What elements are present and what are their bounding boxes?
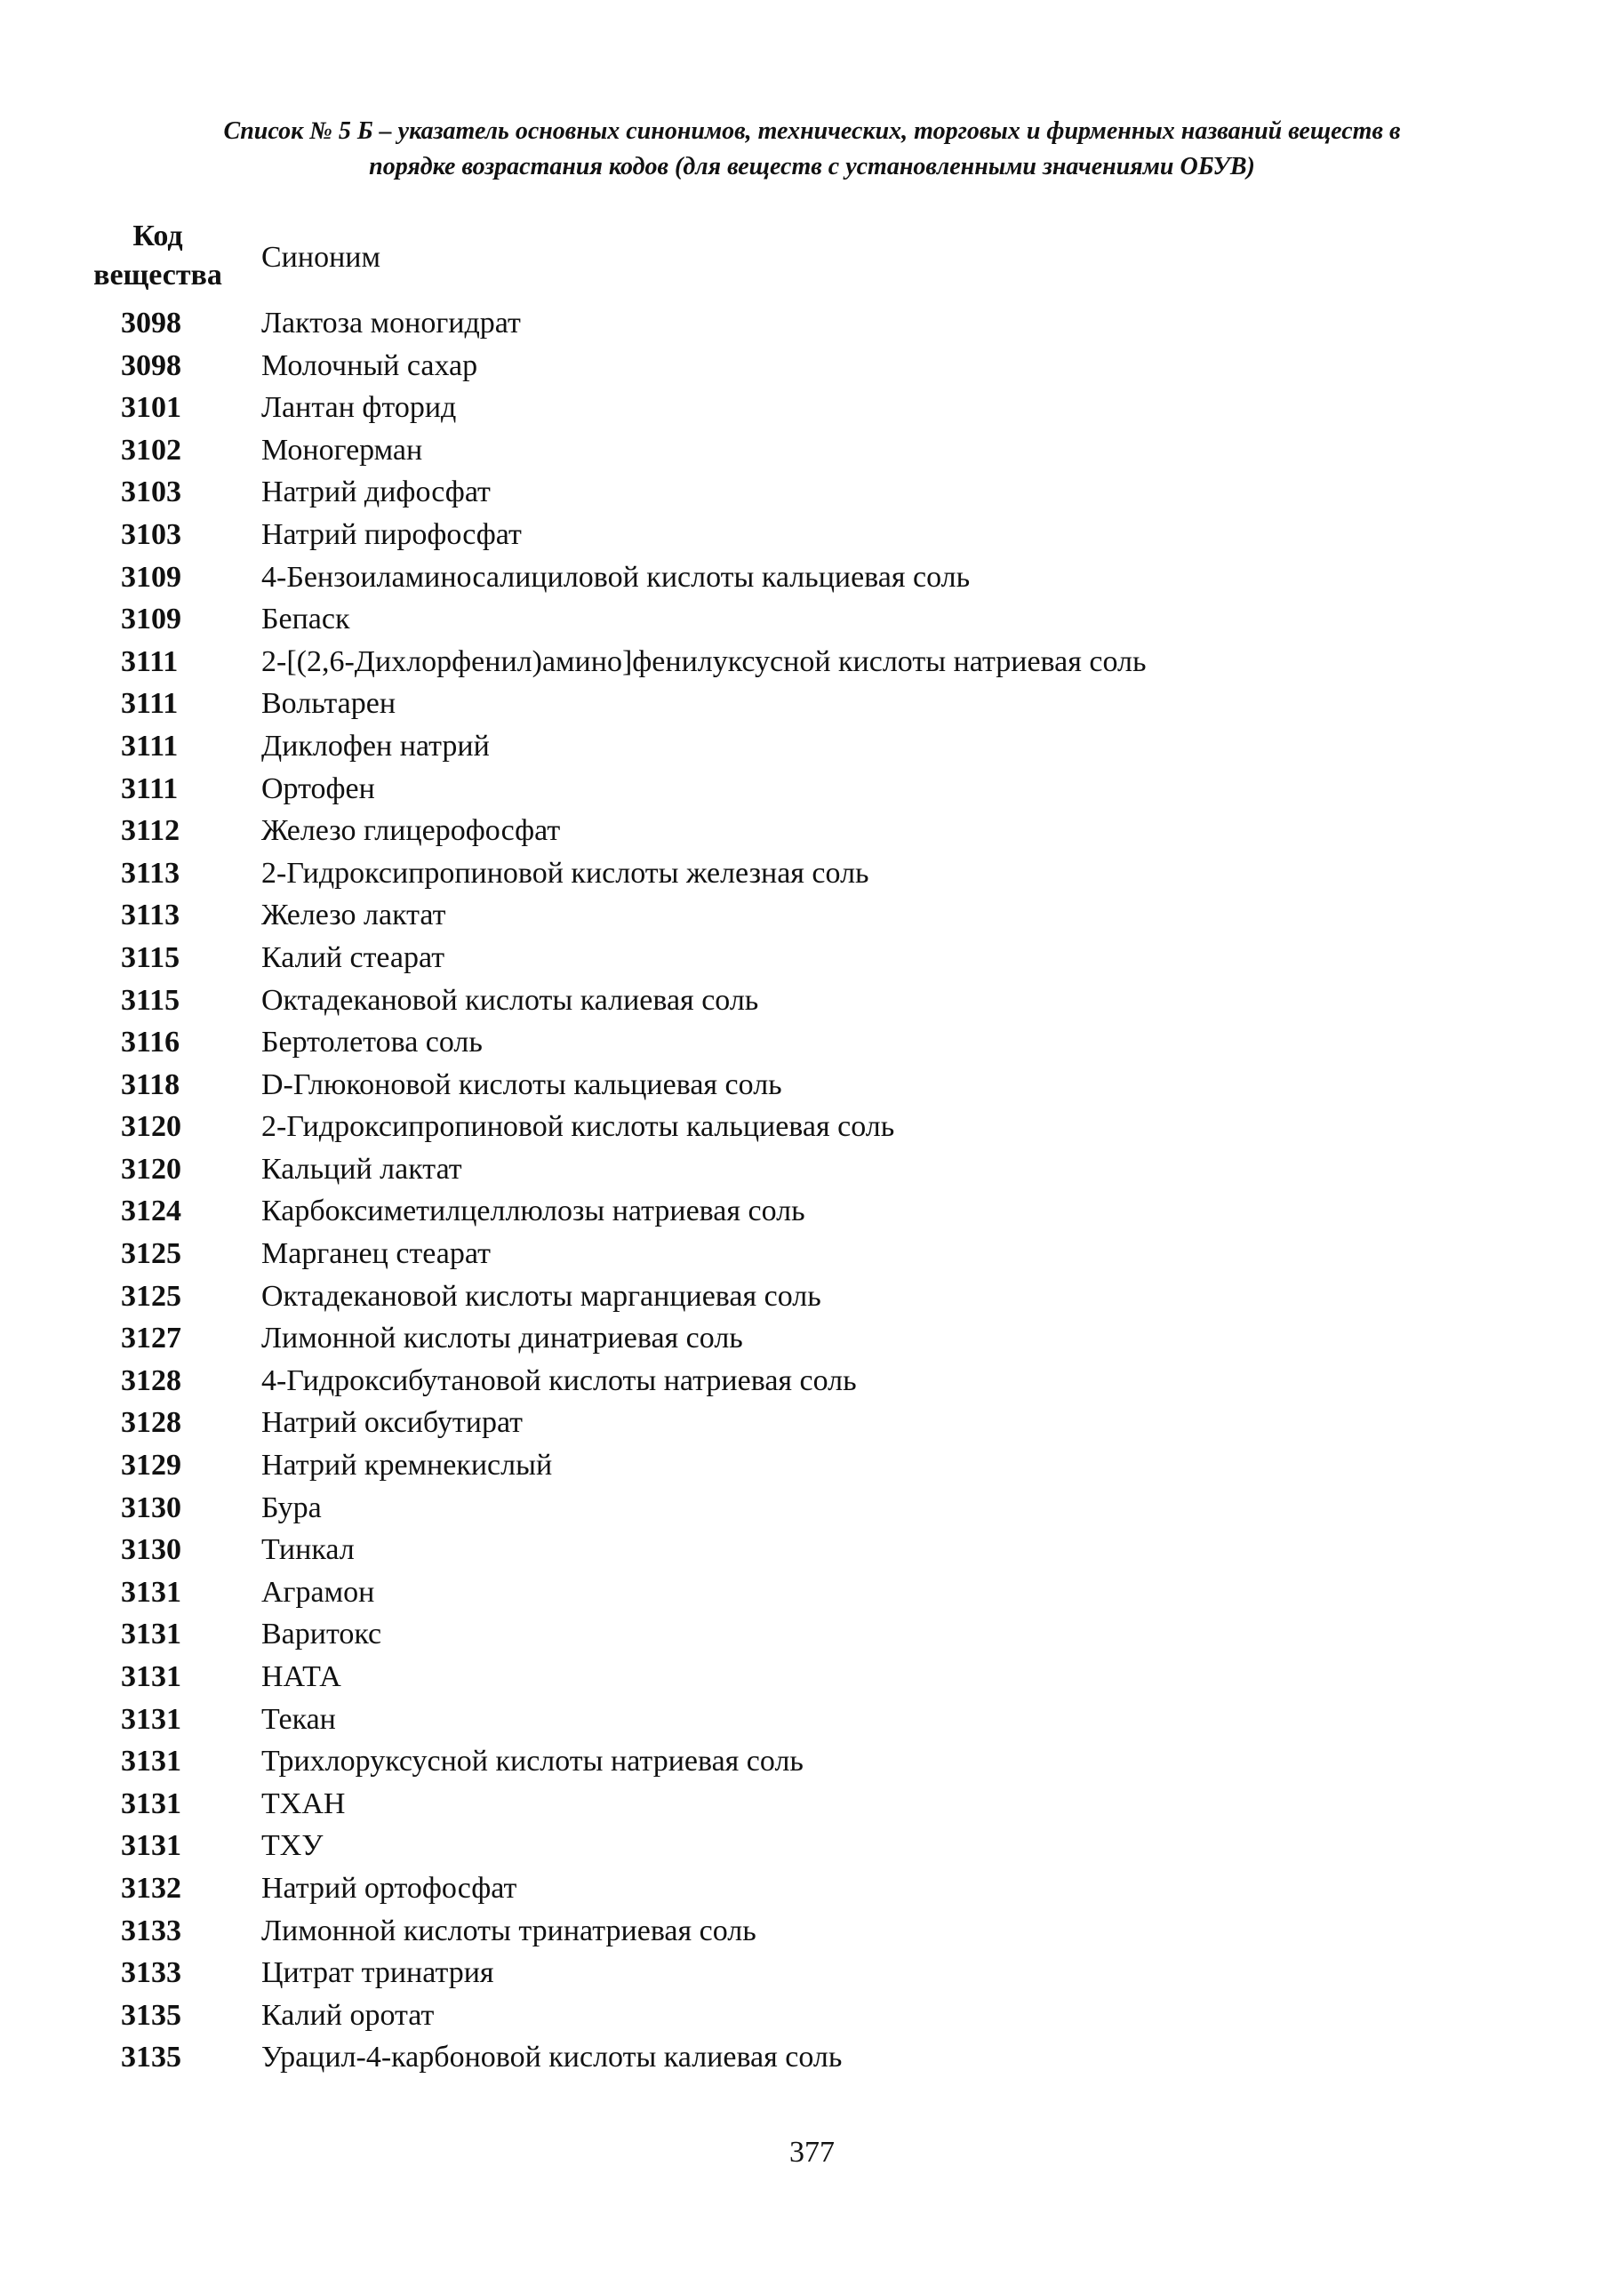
page-title-line-2: порядке возрастания кодов (для веществ с установленными значениями ОБУВ) bbox=[369, 153, 1255, 180]
synonym-text: Железо лактат bbox=[261, 899, 446, 932]
table-row bbox=[89, 1402, 1556, 1444]
substance-code: 3135 bbox=[121, 1998, 181, 2032]
synonym-text: НАТА bbox=[261, 1660, 341, 1693]
table-row bbox=[89, 683, 1556, 725]
table-row bbox=[89, 387, 1556, 429]
substance-code: 3111 bbox=[121, 771, 179, 805]
table-row bbox=[89, 1444, 1556, 1487]
table-row bbox=[89, 1783, 1556, 1826]
synonym-text: Железо глицерофосфат bbox=[261, 814, 561, 848]
substance-code: 3111 bbox=[121, 644, 179, 678]
substance-code: 3131 bbox=[121, 1745, 181, 1778]
page-title bbox=[0, 114, 1624, 185]
substance-code: 3098 bbox=[121, 348, 181, 382]
synonym-text: Натрий кремнекислый bbox=[261, 1449, 553, 1483]
substance-code: 3129 bbox=[121, 1449, 181, 1483]
synonym-text: Лимонной кислоты динатриевая соль bbox=[261, 1322, 743, 1355]
table-row bbox=[89, 725, 1556, 768]
synonym-text: Калий оротат bbox=[261, 1998, 435, 2032]
table-row bbox=[89, 1275, 1556, 1318]
substance-code: 3120 bbox=[121, 1152, 181, 1186]
synonym-text: Варитокс bbox=[261, 1618, 382, 1651]
table-row bbox=[89, 429, 1556, 472]
synonym-text: Карбоксиметилцеллюлозы натриевая соль bbox=[261, 1195, 805, 1228]
synonym-text: Урацил-4-карбоновой кислоты калиевая соль bbox=[261, 2041, 843, 2074]
synonym-text: Калий стеарат bbox=[261, 940, 445, 974]
page-title-line-1: Список № 5 Б – указатель основных синонимов, технических, торговых и фирменных названий веществ в bbox=[223, 117, 1401, 145]
substance-code: 3115 bbox=[121, 983, 180, 1017]
table-row bbox=[89, 1317, 1556, 1360]
synonym-text: Кальций лактат bbox=[261, 1152, 462, 1186]
substance-code: 3115 bbox=[121, 940, 180, 974]
substance-code: 3109 bbox=[121, 603, 181, 636]
substance-code: 3111 bbox=[121, 729, 179, 763]
synonym-text: Текан bbox=[261, 1702, 336, 1736]
table-row bbox=[89, 598, 1556, 641]
table-row bbox=[89, 2036, 1556, 2079]
substance-code: 3125 bbox=[121, 1279, 181, 1313]
table-row bbox=[89, 1064, 1556, 1107]
table-row bbox=[89, 979, 1556, 1022]
table-row bbox=[89, 1994, 1556, 2037]
synonym-text: Моногерман bbox=[261, 433, 423, 467]
substance-code: 3128 bbox=[121, 1363, 181, 1397]
table-row bbox=[89, 1613, 1556, 1656]
table-row bbox=[89, 1699, 1556, 1741]
column-header-code-line-1: Код bbox=[132, 220, 183, 252]
synonym-text: Ортофен bbox=[261, 771, 375, 805]
substance-code: 3120 bbox=[121, 1110, 181, 1144]
synonym-text: Натрий дифосфат bbox=[261, 476, 491, 509]
column-header-synonym: Синоним bbox=[261, 241, 380, 274]
table-row bbox=[89, 937, 1556, 979]
synonym-text: Марганец стеарат bbox=[261, 1237, 491, 1271]
table-row bbox=[89, 768, 1556, 811]
substance-code: 3131 bbox=[121, 1618, 181, 1651]
substance-code: 3113 bbox=[121, 856, 180, 890]
table-row bbox=[89, 810, 1556, 852]
substance-code: 3130 bbox=[121, 1491, 181, 1524]
substance-code: 3133 bbox=[121, 1956, 181, 1990]
substance-code: 3098 bbox=[121, 307, 181, 340]
page-number: 377 bbox=[789, 2136, 835, 2169]
table-row bbox=[89, 556, 1556, 599]
table-row bbox=[89, 302, 1556, 345]
synonym-text: Лактоза моногидрат bbox=[261, 307, 521, 340]
table-row bbox=[89, 1910, 1556, 1953]
table-header bbox=[89, 217, 1511, 306]
substance-code: 3112 bbox=[121, 814, 180, 848]
synonym-text: Цитрат тринатрия bbox=[261, 1956, 494, 1990]
table-row bbox=[89, 1487, 1556, 1530]
table-row bbox=[89, 1740, 1556, 1783]
substance-code: 3101 bbox=[121, 391, 181, 425]
table-row bbox=[89, 1148, 1556, 1191]
synonym-text: 2-[(2,6-Дихлорфенил)амино]фенилуксусной кислоты натриевая соль bbox=[261, 644, 1147, 678]
substance-code: 3127 bbox=[121, 1322, 181, 1355]
synonym-text: Бепаск bbox=[261, 603, 350, 636]
table-row bbox=[89, 641, 1556, 683]
table-row bbox=[89, 471, 1556, 514]
synonym-text: Натрий ортофосфат bbox=[261, 1871, 517, 1905]
synonym-text: 2-Гидроксипропиновой кислоты кальциевая соль bbox=[261, 1110, 895, 1144]
substance-code: 3118 bbox=[121, 1067, 180, 1101]
synonym-text: Тинкал bbox=[261, 1533, 355, 1567]
substance-code: 3133 bbox=[121, 1914, 181, 1947]
substance-code: 3135 bbox=[121, 2041, 181, 2074]
synonym-text: Молочный сахар bbox=[261, 348, 478, 382]
substance-code: 3131 bbox=[121, 1829, 181, 1863]
table-row bbox=[89, 1656, 1556, 1699]
substance-code: 3124 bbox=[121, 1195, 181, 1228]
table-row bbox=[89, 1571, 1556, 1614]
table-row bbox=[89, 894, 1556, 937]
synonym-text: 2-Гидроксипропиновой кислоты железная соль bbox=[261, 856, 869, 890]
substance-code: 3125 bbox=[121, 1237, 181, 1271]
table-row bbox=[89, 1021, 1556, 1064]
substance-code: 3131 bbox=[121, 1786, 181, 1820]
table-row bbox=[89, 1529, 1556, 1571]
substance-code: 3116 bbox=[121, 1026, 180, 1059]
table-row bbox=[89, 852, 1556, 895]
synonym-text: 4-Бензоиламиносалициловой кислоты кальциевая соль bbox=[261, 560, 971, 594]
synonym-table bbox=[89, 302, 1556, 2079]
substance-code: 3103 bbox=[121, 476, 181, 509]
table-row bbox=[89, 1825, 1556, 1867]
substance-code: 3113 bbox=[121, 899, 180, 932]
table-row bbox=[89, 1106, 1556, 1148]
table-row bbox=[89, 514, 1556, 556]
substance-code: 3131 bbox=[121, 1660, 181, 1693]
substance-code: 3102 bbox=[121, 433, 181, 467]
substance-code: 3128 bbox=[121, 1406, 181, 1440]
column-header-code bbox=[89, 217, 227, 295]
synonym-text: Диклофен натрий bbox=[261, 729, 490, 763]
table-row bbox=[89, 345, 1556, 388]
synonym-text: ТХАН bbox=[261, 1786, 346, 1820]
synonym-text: Октадекановой кислоты марганциевая соль bbox=[261, 1279, 821, 1313]
synonym-text: 4-Гидроксибутановой кислоты натриевая соль bbox=[261, 1363, 857, 1397]
table-row bbox=[89, 1867, 1556, 1910]
synonym-text: Бертолетова соль bbox=[261, 1026, 483, 1059]
table-row bbox=[89, 1952, 1556, 1994]
synonym-text: Аграмон bbox=[261, 1575, 375, 1609]
synonym-text: ТХУ bbox=[261, 1829, 324, 1863]
synonym-text: Натрий оксибутират bbox=[261, 1406, 524, 1440]
synonym-text: Вольтарен bbox=[261, 687, 396, 721]
substance-code: 3132 bbox=[121, 1871, 181, 1905]
synonym-text: Лантан фторид bbox=[261, 391, 457, 425]
substance-code: 3131 bbox=[121, 1702, 181, 1736]
column-header-code-line-2: вещества bbox=[93, 259, 222, 292]
synonym-text: Октадекановой кислоты калиевая соль bbox=[261, 983, 759, 1017]
synonym-text: Лимонной кислоты тринатриевая соль bbox=[261, 1914, 756, 1947]
substance-code: 3130 bbox=[121, 1533, 181, 1567]
synonym-text: D-Глюконовой кислоты кальциевая соль bbox=[261, 1067, 782, 1101]
synonym-text: Трихлоруксусной кислоты натриевая соль bbox=[261, 1745, 804, 1778]
table-row bbox=[89, 1360, 1556, 1403]
substance-code: 3111 bbox=[121, 687, 179, 721]
table-row bbox=[89, 1190, 1556, 1233]
synonym-text: Натрий пирофосфат bbox=[261, 517, 522, 551]
substance-code: 3103 bbox=[121, 517, 181, 551]
substance-code: 3109 bbox=[121, 560, 181, 594]
table-row bbox=[89, 1233, 1556, 1275]
substance-code: 3131 bbox=[121, 1575, 181, 1609]
synonym-text: Бура bbox=[261, 1491, 322, 1524]
